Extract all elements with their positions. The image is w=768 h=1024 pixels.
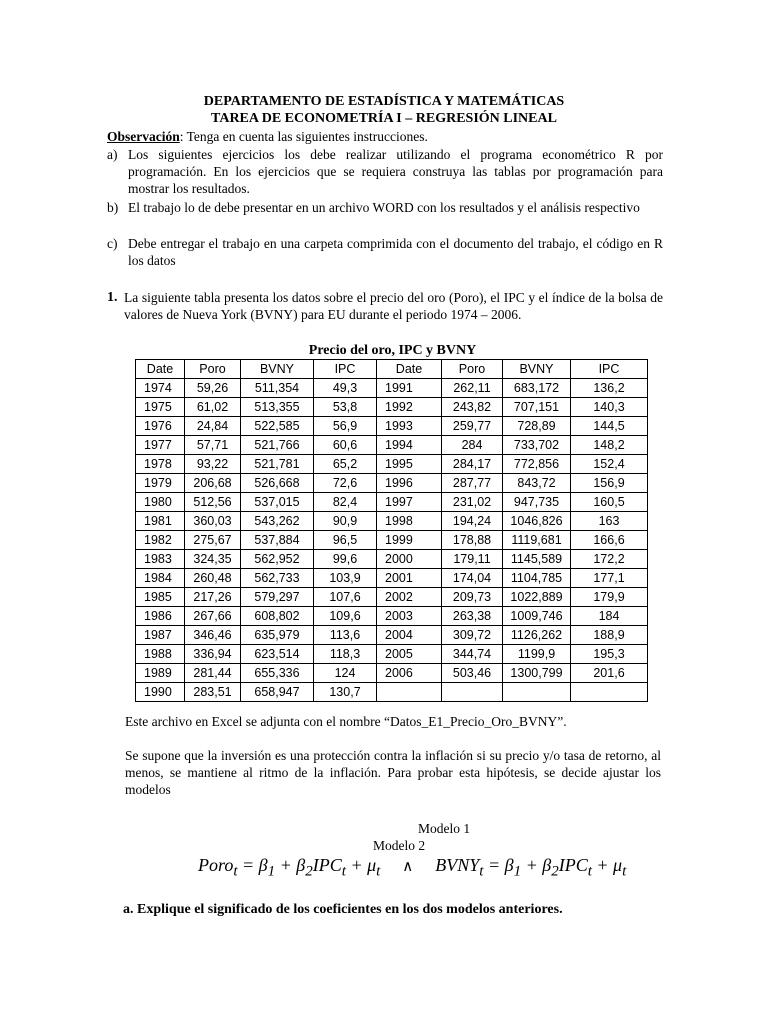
instruction-marker: c): [107, 236, 118, 251]
table-cell: 107,6: [314, 588, 377, 607]
table-cell: [442, 683, 503, 702]
table-cell: 346,46: [185, 626, 241, 645]
table-cell: 140,3: [571, 398, 648, 417]
table-cell: 130,7: [314, 683, 377, 702]
table-cell: 579,297: [241, 588, 314, 607]
table-header-row: [136, 360, 648, 379]
table-cell: 733,702: [503, 436, 571, 455]
file-note: Este archivo en Excel se adjunta con el nombre “Datos_E1_Precio_Oro_BVNY”.: [125, 714, 567, 729]
table-cell: [503, 683, 571, 702]
table-cell: 178,88: [442, 531, 503, 550]
table-cell: 177,1: [571, 569, 648, 588]
table-cell: 172,2: [571, 550, 648, 569]
table-cell: 360,03: [185, 512, 241, 531]
table-cell: 1978: [136, 455, 185, 474]
table-cell: 1993: [377, 417, 442, 436]
table-cell: 1991: [377, 379, 442, 398]
table-cell: 284,17: [442, 455, 503, 474]
table-row: [136, 588, 648, 607]
table-cell: 344,74: [442, 645, 503, 664]
table-cell: 284: [442, 436, 503, 455]
table-cell: 655,336: [241, 664, 314, 683]
table-cell: 324,35: [185, 550, 241, 569]
model-1-label: Modelo 1: [418, 821, 471, 836]
column-header: Date: [136, 360, 185, 379]
table-cell: 1974: [136, 379, 185, 398]
table-row: [136, 626, 648, 645]
table-cell: 262,11: [442, 379, 503, 398]
table-cell: 1009,746: [503, 607, 571, 626]
table-cell: 537,015: [241, 493, 314, 512]
table-cell: 260,48: [185, 569, 241, 588]
assignment-title: TAREA DE ECONOMETRÍA I – REGRESIÓN LINEAL: [211, 111, 557, 126]
instruction-text: Los siguientes ejercicios los debe realizar utilizando el programa econométrico R por programación. En los ejercicios que se requiera construya las tablas por programación para mostrar los resultados.: [128, 147, 663, 196]
table-cell: 283,51: [185, 683, 241, 702]
table-cell: 263,38: [442, 607, 503, 626]
table-cell: 1984: [136, 569, 185, 588]
question-number: 1.: [107, 290, 118, 305]
table-cell: 90,9: [314, 512, 377, 531]
table-row: [136, 398, 648, 417]
table-cell: 562,733: [241, 569, 314, 588]
table-cell: 2004: [377, 626, 442, 645]
table-cell: 843,72: [503, 474, 571, 493]
table-cell: 194,24: [442, 512, 503, 531]
table-cell: 113,6: [314, 626, 377, 645]
instruction-marker: b): [107, 200, 119, 215]
table-cell: 707,151: [503, 398, 571, 417]
table-row: [136, 436, 648, 455]
table-cell: 259,77: [442, 417, 503, 436]
hypothesis-paragraph: Se supone que la inversión es una protección contra la inflación si su precio y/o tasa de retorno, al menos, se mantiene al ritmo de la inflación. Para probar esta hipótesis, se decide ajustar los modelos: [125, 748, 661, 797]
data-table: [135, 359, 648, 702]
observation-line: [107, 128, 667, 145]
table-cell: 1977: [136, 436, 185, 455]
table-cell: 511,354: [241, 379, 314, 398]
question-a: a. Explique el significado de los coeficientes en los dos modelos anteriores.: [123, 902, 563, 917]
column-header: BVNY: [241, 360, 314, 379]
table-cell: 53,8: [314, 398, 377, 417]
instruction-marker: a): [107, 147, 118, 162]
table-cell: 103,9: [314, 569, 377, 588]
instruction-item: [107, 146, 663, 197]
table-cell: 65,2: [314, 455, 377, 474]
table-cell: 1989: [136, 664, 185, 683]
model-equations: [198, 853, 626, 884]
column-header: Poro: [185, 360, 241, 379]
table-cell: 309,72: [442, 626, 503, 645]
table-cell: 72,6: [314, 474, 377, 493]
table-cell: 1996: [377, 474, 442, 493]
column-header: Poro: [442, 360, 503, 379]
table-cell: 2001: [377, 569, 442, 588]
table-row: [136, 455, 648, 474]
table-cell: 947,735: [503, 493, 571, 512]
table-cell: 60,6: [314, 436, 377, 455]
observation-label: Observación: [107, 129, 180, 144]
table-cell: 188,9: [571, 626, 648, 645]
table-cell: 1982: [136, 531, 185, 550]
table-cell: 1300,799: [503, 664, 571, 683]
and-symbol: ∧: [402, 859, 414, 875]
table-cell: 2006: [377, 664, 442, 683]
table-cell: 1985: [136, 588, 185, 607]
table-cell: 152,4: [571, 455, 648, 474]
table-cell: 1992: [377, 398, 442, 417]
table-cell: 156,9: [571, 474, 648, 493]
table-cell: 1126,262: [503, 626, 571, 645]
table-cell: 281,44: [185, 664, 241, 683]
table-cell: 537,884: [241, 531, 314, 550]
table-cell: 1995: [377, 455, 442, 474]
table-cell: 513,355: [241, 398, 314, 417]
department-title: DEPARTAMENTO DE ESTADÍSTICA Y MATEMÁTICAS: [203, 94, 565, 109]
table-cell: 160,5: [571, 493, 648, 512]
table-cell: 201,6: [571, 664, 648, 683]
instruction-text: El trabajo lo de debe presentar en un archivo WORD con los resultados y el análisis respectivo: [128, 200, 640, 215]
table-cell: 522,585: [241, 417, 314, 436]
table-cell: 728,89: [503, 417, 571, 436]
table-cell: 163: [571, 512, 648, 531]
table-cell: 1987: [136, 626, 185, 645]
table-row: [136, 550, 648, 569]
table-cell: [571, 683, 648, 702]
column-header: Date: [377, 360, 442, 379]
table-cell: 275,67: [185, 531, 241, 550]
table-cell: 179,9: [571, 588, 648, 607]
table-cell: 635,979: [241, 626, 314, 645]
table-cell: 1990: [136, 683, 185, 702]
table-cell: 174,04: [442, 569, 503, 588]
model-2-equation: $BVNY_t = \beta_1 + \beta_2IPC_t + \mu_t$: [435, 855, 627, 880]
table-cell: 772,856: [503, 455, 571, 474]
table-cell: 59,26: [185, 379, 241, 398]
table-cell: 2003: [377, 607, 442, 626]
instruction-item: [107, 235, 663, 269]
table-cell: 1046,826: [503, 512, 571, 531]
table-cell: 136,2: [571, 379, 648, 398]
table-cell: 209,73: [442, 588, 503, 607]
table-cell: 195,3: [571, 645, 648, 664]
table-caption: Precio del oro, IPC y BVNY: [308, 343, 477, 358]
question-text: La siguiente tabla presenta los datos sobre el precio del oro (Poro), el IPC y el índice de la bolsa de valores de Nueva York (BVNY) para EU durante el periodo 1974 – 2006.: [124, 290, 663, 322]
table-cell: 1997: [377, 493, 442, 512]
table-cell: 1988: [136, 645, 185, 664]
table-cell: 217,26: [185, 588, 241, 607]
table-cell: 1986: [136, 607, 185, 626]
table-cell: 82,4: [314, 493, 377, 512]
table-cell: 1994: [377, 436, 442, 455]
table-cell: 1981: [136, 512, 185, 531]
table-cell: 1980: [136, 493, 185, 512]
table-cell: 1983: [136, 550, 185, 569]
table-cell: 96,5: [314, 531, 377, 550]
observation-text: : Tenga en cuenta las siguientes instrucciones.: [179, 129, 428, 144]
table-cell: 1104,785: [503, 569, 571, 588]
table-row: [136, 417, 648, 436]
column-header: IPC: [314, 360, 377, 379]
table-cell: 61,02: [185, 398, 241, 417]
table-cell: 49,3: [314, 379, 377, 398]
table-cell: 243,82: [442, 398, 503, 417]
question-1: [107, 289, 663, 323]
table-cell: 148,2: [571, 436, 648, 455]
table-cell: 543,262: [241, 512, 314, 531]
table-cell: 231,02: [442, 493, 503, 512]
table-cell: 623,514: [241, 645, 314, 664]
table-cell: 562,952: [241, 550, 314, 569]
table-cell: 184: [571, 607, 648, 626]
model-1-equation: Poro$_t$ = $\beta_1 + \beta_2IPC_t + \mu_t$: [198, 855, 381, 880]
table-cell: 683,172: [503, 379, 571, 398]
table-row: [136, 664, 648, 683]
table-row: [136, 379, 648, 398]
table-cell: 608,802: [241, 607, 314, 626]
table-cell: 658,947: [241, 683, 314, 702]
table-cell: 287,77: [442, 474, 503, 493]
table-cell: 24,84: [185, 417, 241, 436]
table-cell: 144,5: [571, 417, 648, 436]
table-cell: 93,22: [185, 455, 241, 474]
table-cell: 1999: [377, 531, 442, 550]
table-cell: 1976: [136, 417, 185, 436]
table-row: [136, 645, 648, 664]
table-cell: 206,68: [185, 474, 241, 493]
table-cell: 99,6: [314, 550, 377, 569]
table-cell: 503,46: [442, 664, 503, 683]
table-cell: 118,3: [314, 645, 377, 664]
table-row: [136, 683, 648, 702]
model-2-label: Modelo 2: [373, 838, 426, 853]
table-cell: 336,94: [185, 645, 241, 664]
table-cell: 2002: [377, 588, 442, 607]
table-cell: 2005: [377, 645, 442, 664]
table-cell: 1119,681: [503, 531, 571, 550]
instruction-item: [107, 199, 663, 216]
table-cell: 526,668: [241, 474, 314, 493]
column-header: BVNY: [503, 360, 571, 379]
column-header: IPC: [571, 360, 648, 379]
table-row: [136, 569, 648, 588]
table-cell: 512,56: [185, 493, 241, 512]
table-cell: 2000: [377, 550, 442, 569]
table-cell: 124: [314, 664, 377, 683]
table-cell: 1998: [377, 512, 442, 531]
table-cell: 1022,889: [503, 588, 571, 607]
table-cell: 267,66: [185, 607, 241, 626]
instruction-text: Debe entregar el trabajo en una carpeta comprimida con el documento del trabajo, el código en R los datos: [128, 236, 663, 268]
table-cell: 109,6: [314, 607, 377, 626]
table-cell: 521,766: [241, 436, 314, 455]
table-cell: [377, 683, 442, 702]
table-row: [136, 474, 648, 493]
table-cell: 1145,589: [503, 550, 571, 569]
table-cell: 1199,9: [503, 645, 571, 664]
table-cell: 179,11: [442, 550, 503, 569]
table-row: [136, 512, 648, 531]
table-row: [136, 607, 648, 626]
table-cell: 1975: [136, 398, 185, 417]
table-cell: 521,781: [241, 455, 314, 474]
table-cell: 57,71: [185, 436, 241, 455]
table-row: [136, 493, 648, 512]
table-cell: 166,6: [571, 531, 648, 550]
table-cell: 56,9: [314, 417, 377, 436]
table-row: [136, 531, 648, 550]
table-cell: 1979: [136, 474, 185, 493]
